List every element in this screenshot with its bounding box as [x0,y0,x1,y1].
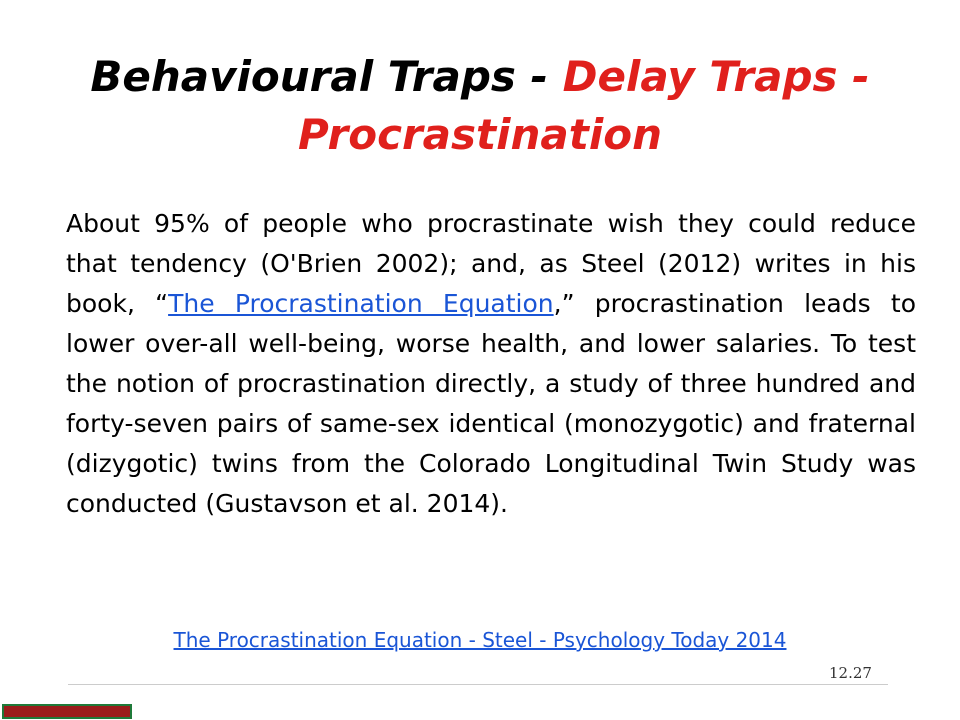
footer-bar [2,704,132,719]
body-paragraph [66,204,916,524]
body-text-before: About 95% of people who procrastinate wish they could reduce that tendency (O'Brien 2002); and, as Steel (2012) writes in his book, “ [66,209,916,318]
footer-divider [68,684,888,685]
source-link[interactable]: The Procrastination Equation - Steel - Psychology Today 2014 [173,628,787,652]
book-link[interactable]: The Procrastination Equation [168,289,554,318]
title-part-red: Delay Traps - Procrastination [298,52,870,159]
source-link-container [0,628,960,652]
slide-number: 12.27 [829,664,872,682]
slide-title [60,48,900,164]
title-part-black: Behavioural Traps - [90,52,563,101]
body-text-after: ,” procrastination leads to lower over-all well-being, worse health, and lower salaries. To test the notion of procrastination directly, a study of three hundred and forty-seven pairs of same-sex identical (monozygotic) and fraternal (dizygotic) twins from the Colorado Longitudinal Twin Study was conducted (Gustavson et al. 2014). [66,289,916,518]
